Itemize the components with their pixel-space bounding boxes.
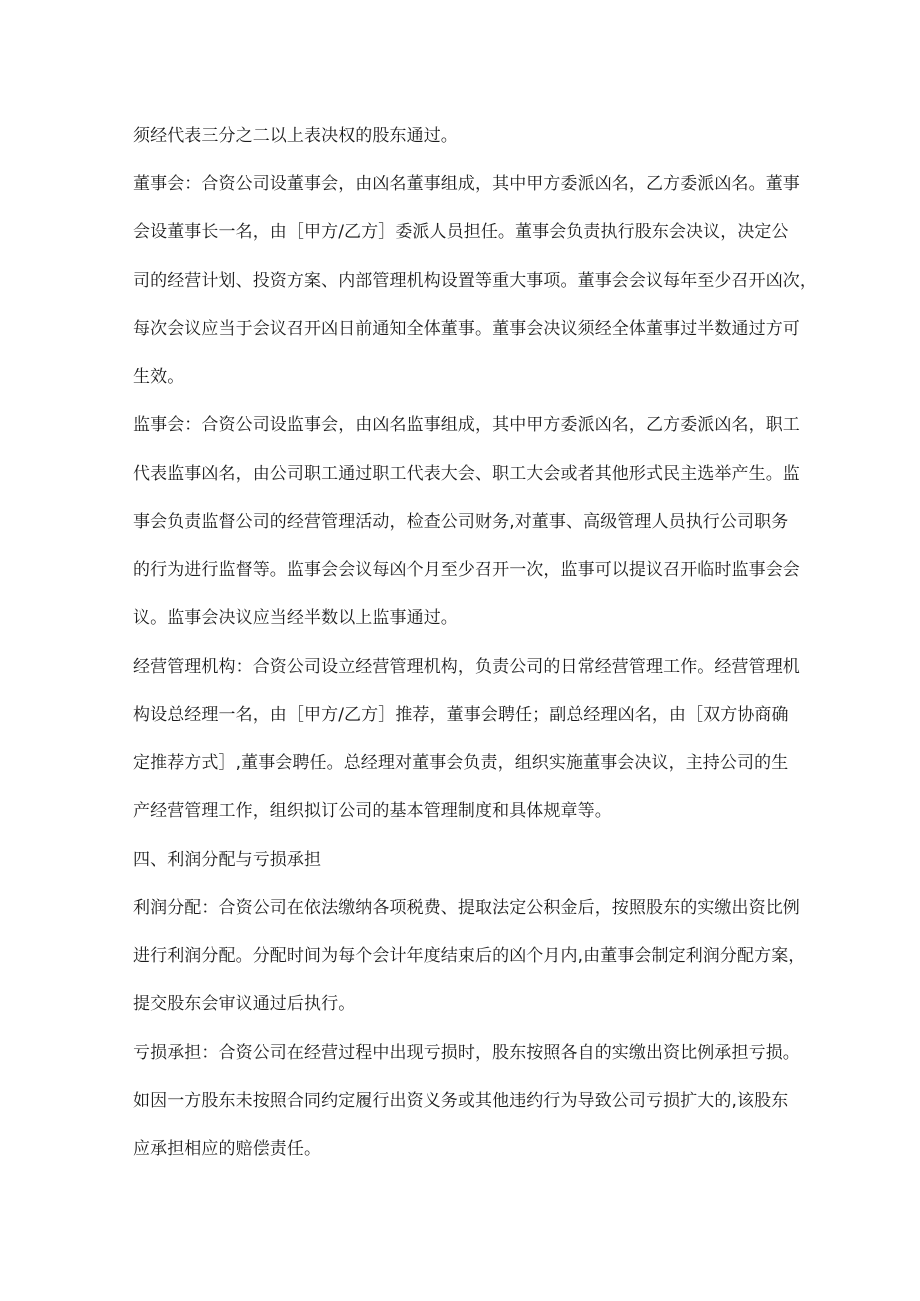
text-line: 每次会议应当于会议召开凶日前通知全体董事。董事会决议须经全体董事过半数通过方可: [133, 319, 800, 339]
text-line: 构设总经理一名，由［甲方/乙方］推荐，董事会聘任；副总经理凶名，由［双方协商确: [133, 705, 789, 725]
text-line: 提交股东会审议通过后执行。: [133, 994, 356, 1014]
text-line: 利润分配：合资公司在依法缴纳各项税费、提取法定公积金后，按照股东的实缴出资比例: [133, 898, 800, 918]
text-line: 的行为进行监督等。监事会会议每凶个月至少召开一次，监事可以提议召开临时监事会会: [133, 560, 800, 580]
text-line: 会设董事长一名，由［甲方/乙方］委派人员担任。董事会负责执行股东会决议，决定公: [133, 222, 789, 242]
text-line: 司的经营计划、投资方案、内部管理机构设置等重大事项。董事会会议每年至少召开凶次，: [133, 271, 817, 291]
text-line: 亏损承担：合资公司在经营过程中出现亏损时，股东按照各自的实缴出资比例承担亏损。: [133, 1043, 800, 1063]
text-line: 须经代表三分之二以上表决权的股东通过。: [133, 126, 458, 146]
text-line: 监事会：合资公司设监事会，由凶名监事组成，其中甲方委派凶名，乙方委派凶名，职工: [133, 415, 800, 435]
text-line: 代表监事凶名，由公司职工通过职工代表大会、职工大会或者其他形式民主选举产生。监: [133, 464, 800, 484]
text-line: 进行利润分配。分配时间为每个会计年度结束后的凶个月内,由董事会制定利润分配方案，: [133, 946, 806, 966]
text-line: 生效。: [133, 367, 185, 387]
text-line: 定推荐方式］,董事会聘任。总经理对董事会负责，组织实施董事会决议，主持公司的生: [133, 753, 789, 773]
text-line: 应承担相应的赔偿责任。: [133, 1139, 322, 1159]
text-line: 经营管理机构：合资公司设立经营管理机构，负责公司的日常经营管理工作。经营管理机: [133, 657, 800, 677]
text-line: 产经营管理工作，组织拟订公司的基本管理制度和具体规章等。: [133, 801, 612, 821]
text-line: 如因一方股东未按照合同约定履行出资义务或其他违约行为导致公司亏损扩大的,该股东: [133, 1091, 789, 1111]
text-line: 事会负责监督公司的经营管理活动，检查公司财务,对董事、高级管理人员执行公司职务: [133, 512, 789, 532]
text-line: 议。监事会决议应当经半数以上监事通过。: [133, 608, 458, 628]
text-line: 董事会：合资公司设董事会，由凶名董事组成，其中甲方委派凶名，乙方委派凶名。董事: [133, 174, 800, 194]
section-heading: 四、利润分配与亏损承担: [133, 850, 322, 870]
